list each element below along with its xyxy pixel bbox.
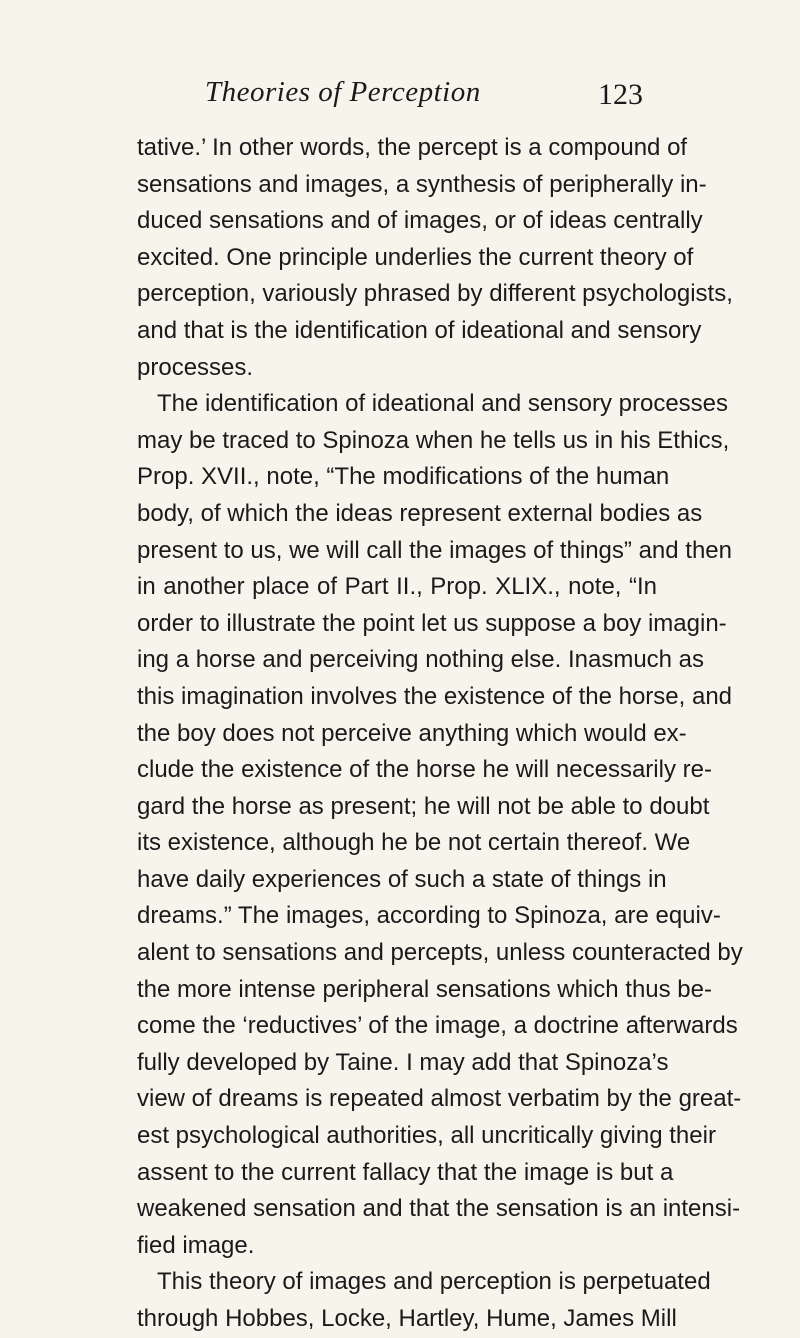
text-line: present to us, we will call the images of things” and then (137, 536, 732, 564)
text-line: may be traced to Spinoza when he tells us in his Ethics, (137, 426, 730, 454)
text-line: view of dreams is repeated almost verbatim by the great- (137, 1085, 742, 1113)
text-line: the more intense peripheral sensations which thus be- (137, 975, 712, 1003)
text-line: the boy does not perceive anything which would ex- (137, 719, 687, 747)
text-line: alent to sensations and percepts, unless counteracted by (137, 939, 743, 967)
text-line: perception, variously phrased by different psychologists, (137, 280, 733, 308)
text-line: this imagination involves the existence of the horse, and (137, 682, 733, 710)
text-line: gard the horse as present; he will not be able to doubt (137, 792, 710, 820)
running-header (0, 70, 800, 120)
page-number: 123 (598, 78, 643, 111)
text-line: The identification of ideational and sensory processes (157, 390, 729, 418)
text-line: sensations and images, a synthesis of peripherally in- (137, 170, 707, 198)
text-line: in another place of Part II., Prop. XLIX., note, “In (137, 573, 657, 601)
text-line: and that is the identification of ideational and sensory (137, 316, 702, 344)
text-line: through Hobbes, Locke, Hartley, Hume, James Mill (137, 1305, 677, 1332)
text-line: come the ‘reductives’ of the image, a doctrine afterwards (137, 1012, 738, 1040)
text-line: processes. (137, 353, 254, 381)
text-line: order to illustrate the point let us suppose a boy imagin- (137, 609, 727, 637)
running-title: Theories of Perception (205, 76, 481, 108)
text-line: body, of which the ideas represent external bodies as (137, 499, 703, 527)
text-line: assent to the current fallacy that the image is but a (137, 1158, 674, 1186)
text-line: excited. One principle underlies the current theory of (137, 243, 694, 271)
text-line: This theory of images and perception is perpetuated (157, 1268, 711, 1296)
body-text (137, 130, 743, 1338)
text-line: fully developed by Taine. I may add that Spinoza’s (137, 1048, 669, 1076)
text-line: clude the existence of the horse he will necessarily re- (137, 756, 712, 784)
text-line: Prop. XVII., note, “The modifications of the human (137, 463, 670, 491)
text-line: dreams.” The images, according to Spinoza, are equiv- (137, 902, 721, 930)
text-line: its existence, although he be not certain thereof. We (137, 829, 691, 857)
text-line: weakened sensation and that the sensation is an intensi- (137, 1195, 741, 1223)
text-line: fied image. (137, 1231, 255, 1259)
text-line: tative.’ In other words, the percept is a compound of (137, 134, 688, 161)
text-line: ing a horse and perceiving nothing else. Inasmuch as (137, 646, 705, 674)
text-line: duced sensations and of images, or of ideas centrally (137, 207, 703, 235)
text-line: est psychological authorities, all uncritically giving their (137, 1122, 716, 1150)
text-line: have daily experiences of such a state of things in (137, 865, 667, 893)
